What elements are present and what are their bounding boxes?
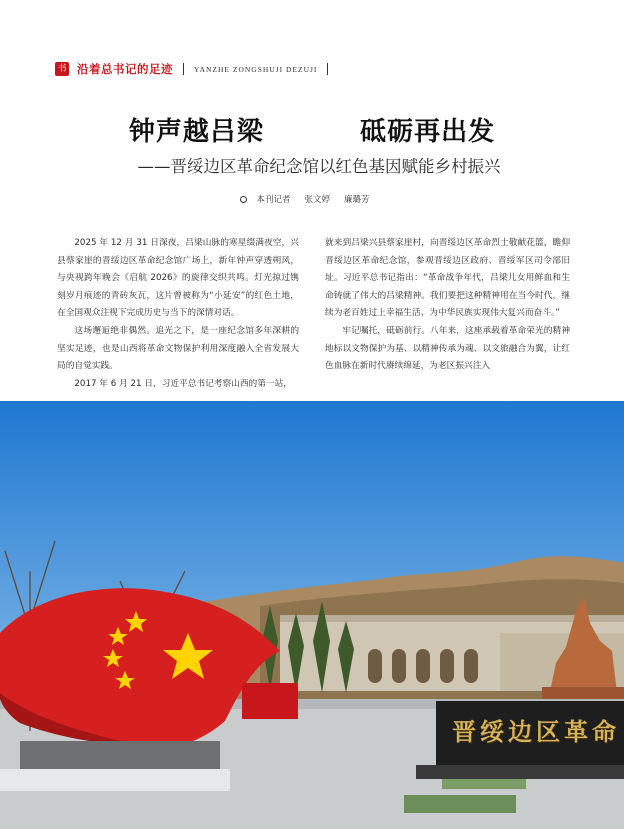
snow-patch [0, 769, 230, 791]
article-title: 钟声越吕梁 砥砺再出发 [128, 117, 496, 147]
building-roofline [280, 615, 624, 622]
byline-author: 廉璐芳 [344, 195, 370, 205]
byline-author: 张文婷 [304, 195, 330, 205]
body-column-right [325, 235, 570, 376]
paragraph: 2025 年 12 月 31 日深夜，吕梁山脉的寒星缀满夜空，兴县蔡家崖的晋绥边区革命纪念馆广场上，新年钟声穿透朔风，与央视跨年晚会《启航 2026》的旋律交织共鸣。灯光掠过镌刻岁月痕迹的青砖灰瓦，这片曾被称为“小延安”的红色土地，在全国观众注视下完成历史与当下的深情对话。 [57, 238, 299, 319]
column-logo-icon: 书 [55, 62, 69, 76]
sculpture-base [20, 741, 220, 771]
header-divider-end [327, 63, 328, 75]
column-title: 沿着总书记的足迹 [77, 62, 173, 76]
byline [0, 193, 624, 205]
flower-bed [442, 779, 526, 789]
body-column-left [57, 235, 299, 393]
paragraph: 牢记嘱托，砥砺前行。八年来，这座承载着革命荣光的精神地标以文物保护为基、以精神传承为魂、以文旅融合为翼，让红色血脉在新时代赓续绵延，为老区振兴注入 [325, 325, 570, 372]
flower-bed [404, 795, 516, 813]
plaque-inscription: 晋绥边区革命 [452, 717, 620, 746]
article-subtitle: ——晋绥边区革命纪念馆以红色基因赋能乡村振兴 [137, 157, 501, 176]
byline-bullet-icon [240, 196, 247, 203]
header-divider [183, 63, 184, 75]
byline-role: 本刊记者 [256, 195, 291, 205]
paragraph: 就来到吕梁兴县蔡家崖村，向晋绥边区革命烈士敬献花篮，瞻仰晋绥边区革命纪念馆，参观晋绥边区政府、晋绥军区司令部旧址。习近平总书记指出：“革命战争年代，吕梁儿女用鲜血和生命铸就了伟大的吕梁精神。我们要把这种精神用在当今时代，继续为老百姓过上幸福生活、为中华民族实现伟大复兴而奋斗。” [325, 238, 570, 319]
paragraph: 2017 年 6 月 21 日，习近平总书记考察山西的第一站， [74, 378, 292, 389]
column-header [55, 60, 338, 78]
column-pinyin: YANZHE ZONGSHUJI DEZUJI [194, 64, 318, 74]
paragraph: 这场邂逅绝非偶然。追光之下，是一座纪念馆多年深耕的坚实足迹，也是山西将革命文物保护利用深度融入全省发展大局的自觉实践。 [57, 325, 299, 372]
red-kiosk [242, 683, 298, 719]
plaque-base [416, 765, 624, 779]
memorial-hall-photo [0, 401, 624, 829]
